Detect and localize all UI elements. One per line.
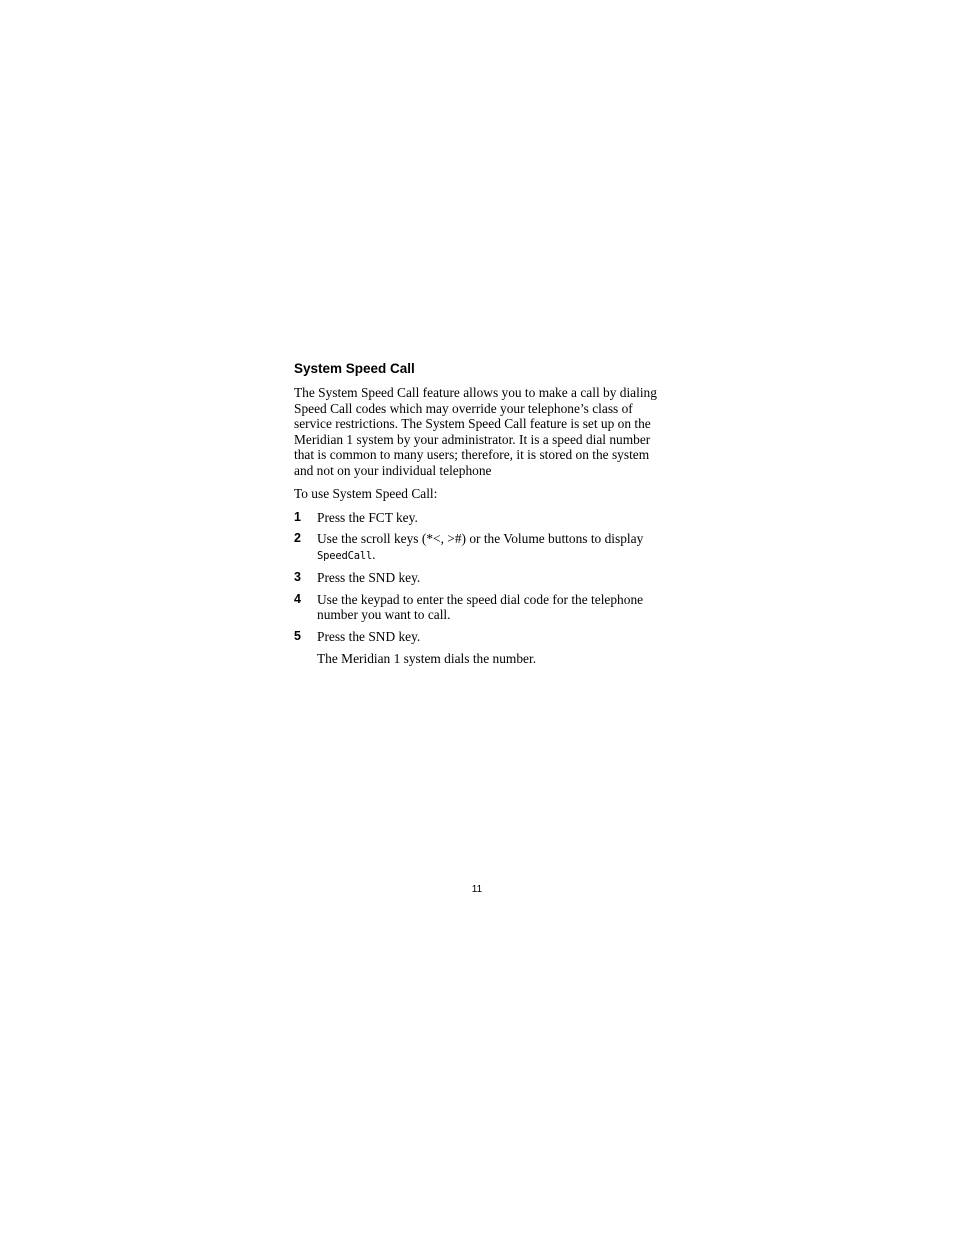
result-paragraph: The Meridian 1 system dials the number. (317, 651, 537, 666)
step-text: Use the scroll keys (*<, >#) or the Volume buttons to display (317, 531, 644, 546)
steps-list (294, 510, 664, 645)
step-text: Press the SND key. (317, 628, 421, 644)
step-item (294, 629, 664, 645)
step-suffix: . (372, 546, 376, 562)
step-item (294, 531, 664, 564)
intro-paragraph: The System Speed Call feature allows you to make a call by dialing Speed Call codes which may override your telephone’s class of service restrictions. The System Speed Call feature is set up on the Meridian 1 system by your administrator. It is a speed dial number that is common to many users; therefore, it is stored on the system and not on your individual telephone (294, 385, 657, 478)
display-text: SpeedCall (317, 549, 373, 562)
step-number: 2 (294, 531, 301, 545)
step-number: 5 (294, 628, 301, 643)
step-item (294, 570, 664, 586)
step-number: 1 (294, 509, 301, 524)
step-text: Press the FCT key. (317, 509, 418, 525)
lead-paragraph: To use System Speed Call: (294, 486, 438, 501)
section-title: System Speed Call (294, 361, 415, 376)
step-number: 4 (294, 591, 301, 606)
page-number: 11 (471, 884, 483, 895)
step-number: 3 (294, 570, 301, 584)
step-text-container (317, 531, 664, 564)
step-text: Use the keypad to enter the speed dial code for the telephone number you want to call. (317, 591, 644, 622)
step-item (294, 592, 664, 623)
document-body (294, 360, 664, 667)
step-text: Press the SND key. (317, 570, 421, 585)
step-item (294, 510, 664, 526)
